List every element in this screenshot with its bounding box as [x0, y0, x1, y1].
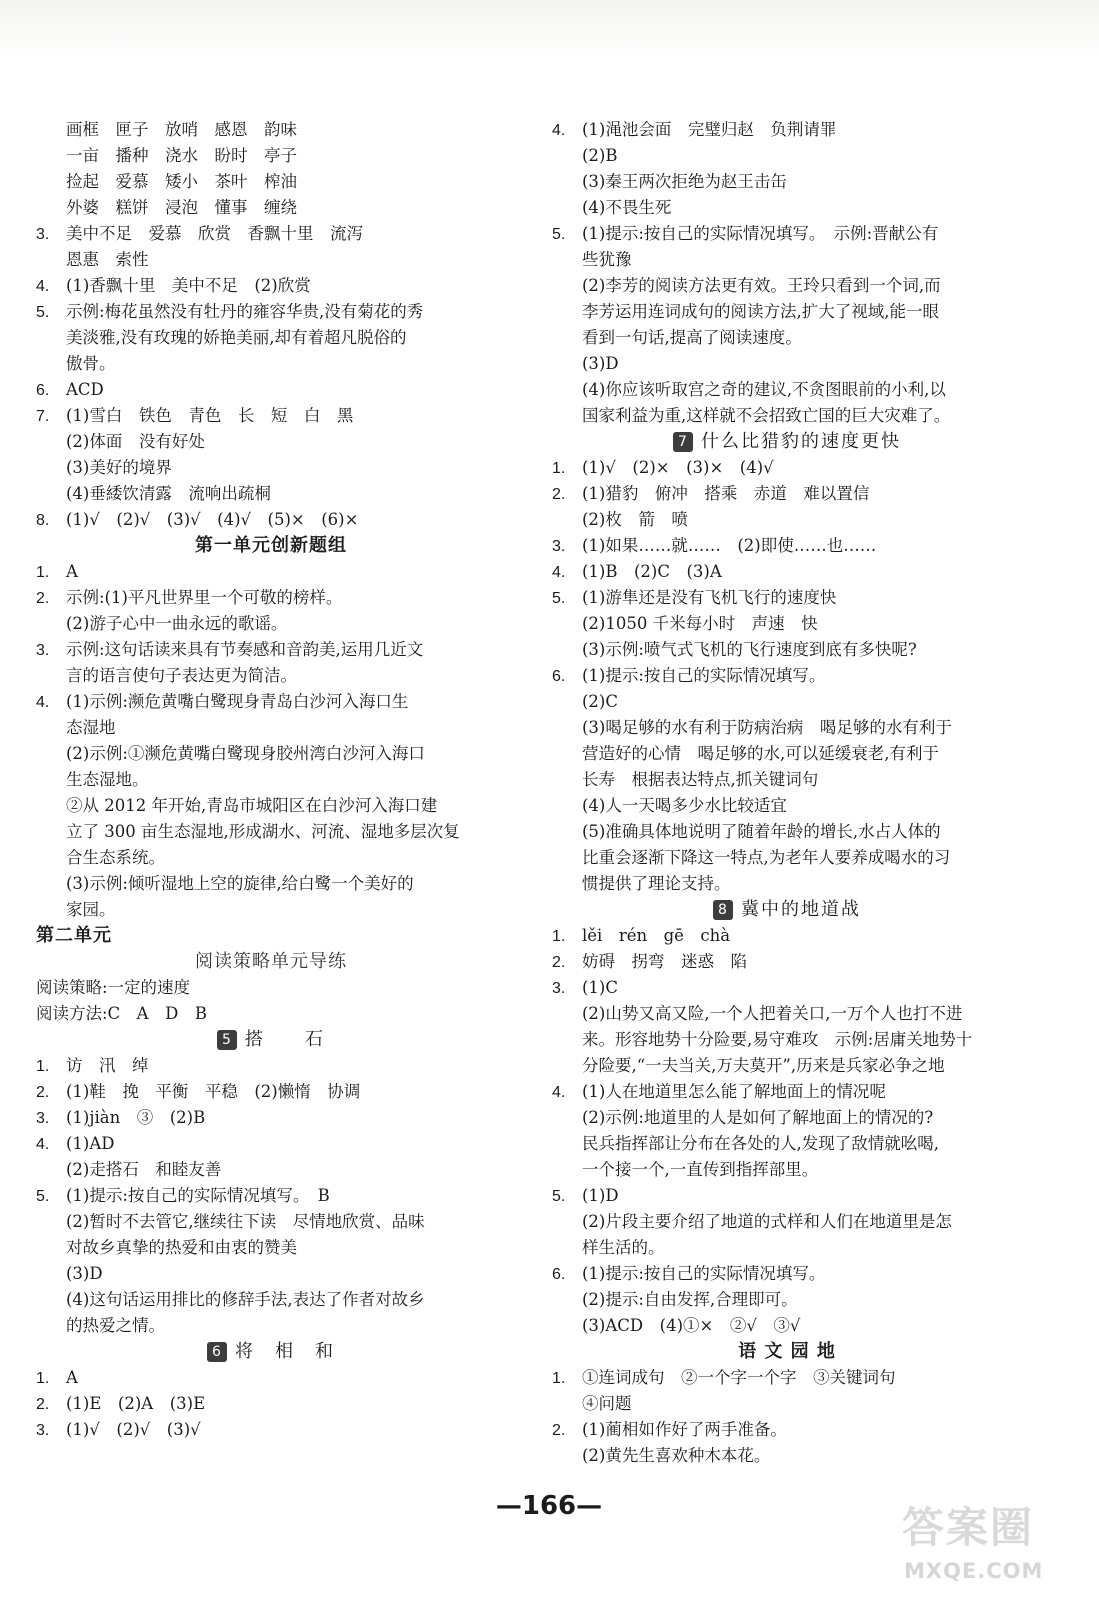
- answer-line: [36, 1157, 506, 1183]
- answer-line: [552, 1053, 1022, 1079]
- answer-line: [36, 507, 506, 533]
- answer-text: (2)提示:自由发挥,合理即可。: [582, 1290, 798, 1309]
- answer-text: (1)提示:按自己的实际情况填写。 示例:晋献公有: [582, 224, 939, 243]
- answer-line: [552, 143, 1022, 169]
- answer-text: (3)ACD (4)①× ②√ ③√: [582, 1316, 801, 1335]
- answer-line: [36, 871, 506, 897]
- answer-line: [552, 819, 1022, 845]
- answer-line: [552, 1131, 1022, 1157]
- answer-line: [36, 1417, 506, 1443]
- answer-text: 立了 300 亩生态湿地,形成湖水、河流、湿地多层次复: [66, 822, 460, 841]
- answer-line: [36, 663, 506, 689]
- lesson-heading: [36, 1027, 506, 1053]
- answer-line: [552, 507, 1022, 533]
- question-number: 2.: [36, 590, 50, 607]
- question-number: 5.: [552, 226, 566, 243]
- answer-text: (1)C: [582, 978, 618, 997]
- question-number: 6.: [552, 1266, 566, 1283]
- answer-text: (4)不畏生死: [582, 198, 672, 217]
- answer-text: (3)秦王两次拒绝为赵王击缶: [582, 172, 787, 191]
- answer-text: (1)提示:按自己的实际情况填写。: [582, 666, 826, 685]
- answer-text: 看到一句话,提高了阅读速度。: [582, 328, 802, 347]
- answer-text: (3)喝足够的水有利于防病治病 喝足够的水有利于: [582, 718, 952, 737]
- answer-line: [36, 117, 506, 143]
- answer-line: [36, 455, 506, 481]
- answer-line: [552, 949, 1022, 975]
- answer-line: [552, 1261, 1022, 1287]
- answer-line: [552, 1443, 1022, 1469]
- answer-line: [36, 1131, 506, 1157]
- answer-line: [36, 1261, 506, 1287]
- lesson-number-badge: 5: [217, 1030, 237, 1050]
- answer-line: [552, 377, 1022, 403]
- answer-line: [36, 1105, 506, 1131]
- answer-text: 些犹豫: [582, 250, 632, 269]
- answer-text: 分险要,“一夫当关,万夫莫开”,历来是兵家必争之地: [582, 1056, 945, 1075]
- lesson-heading: [552, 429, 1022, 455]
- answer-line: [36, 143, 506, 169]
- answer-text: 李芳运用连词成句的阅读方法,扩大了视域,能一眼: [582, 302, 939, 321]
- answer-line: [36, 351, 506, 377]
- answer-line: [552, 273, 1022, 299]
- answer-line: [36, 559, 506, 585]
- answer-line: [552, 481, 1022, 507]
- answer-text: (2)B: [582, 146, 618, 165]
- question-number: 5.: [36, 1188, 50, 1205]
- answer-text: (2)示例:地道里的人是如何了解地面上的情况的?: [582, 1108, 934, 1127]
- answer-text: 长寿 根据表达特点,抓关键词句: [582, 770, 819, 789]
- answer-line: [36, 429, 506, 455]
- question-number: 1.: [552, 460, 566, 477]
- answer-line: [36, 845, 506, 871]
- answer-line: [36, 1287, 506, 1313]
- question-number: 3.: [552, 538, 566, 555]
- answer-text: 示例:梅花虽然没有牡丹的雍容华贵,没有菊花的秀: [66, 302, 424, 321]
- answer-line: [552, 1209, 1022, 1235]
- answer-text: ②从 2012 年开始,青岛市城阳区在白沙河入海口建: [66, 796, 438, 815]
- answer-text: 态湿地: [66, 718, 116, 737]
- answer-text: (1)如果……就…… (2)即使……也……: [582, 536, 877, 555]
- answer-line: [36, 403, 506, 429]
- answer-line: [36, 767, 506, 793]
- answer-text: (1)鞋 挽 平衡 平稳 (2)懒惰 协调: [66, 1082, 361, 1101]
- question-number: 1.: [36, 1058, 50, 1075]
- answer-text: 国家利益为重,这样就不会招致亡国的巨大灾难了。: [582, 406, 951, 425]
- answer-text: (2)李芳的阅读方法更有效。王玲只看到一个词,而: [582, 276, 941, 295]
- question-number: 4.: [36, 1136, 50, 1153]
- answer-text: (2)游子心中一曲永远的歌谣。: [66, 614, 288, 633]
- answer-line: [552, 1105, 1022, 1131]
- answer-text: 惯提供了理论支持。: [582, 874, 731, 893]
- answer-text: (2)山势又高又险,一个人把着关口,一万个人也打不进: [582, 1004, 963, 1023]
- answer-text: (1)示例:濒危黄嘴白鹭现身青岛白沙河入海口生: [66, 692, 409, 711]
- question-number: 2.: [552, 1422, 566, 1439]
- section-heading: [36, 949, 506, 975]
- answer-text: (1)D: [582, 1186, 619, 1205]
- answer-text: (4)垂緌饮清露 流响出疏桐: [66, 484, 271, 503]
- heading-text: 搭 石: [245, 1029, 325, 1050]
- answer-text: 阅读策略:一定的速度: [36, 978, 191, 997]
- question-number: 4.: [36, 278, 50, 295]
- answer-text: (3)示例:喷气式飞机的飞行速度到底有多快呢?: [582, 640, 917, 659]
- answer-text: (1)提示:按自己的实际情况填写。 B: [66, 1186, 330, 1205]
- answer-line: [36, 377, 506, 403]
- answer-line: [552, 247, 1022, 273]
- answer-text: 民兵指挥部让分布在各处的人,发现了敌情就吆喝,: [582, 1134, 939, 1153]
- question-number: 1.: [36, 564, 50, 581]
- answer-text: 美中不足 爱慕 欣赏 香飘十里 流泻: [66, 224, 363, 243]
- question-number: 3.: [552, 980, 566, 997]
- answer-line: [36, 1209, 506, 1235]
- question-number: 1.: [36, 1370, 50, 1387]
- answer-text: (2)示例:①濒危黄嘴白鹭现身胶州湾白沙河入海口: [66, 744, 425, 763]
- question-number: 4.: [552, 1084, 566, 1101]
- heading-text: 将 相 和: [235, 1341, 335, 1362]
- answer-text: (1)香飘十里 美中不足 (2)欣赏: [66, 276, 311, 295]
- answer-line: [36, 195, 506, 221]
- answer-line: [36, 897, 506, 923]
- answer-line: [552, 195, 1022, 221]
- answer-text: (2)体面 没有好处: [66, 432, 205, 451]
- answer-text: 一个接一个,一直传到指挥部里。: [582, 1160, 819, 1179]
- answer-text: 合生态系统。: [66, 848, 165, 867]
- answer-line: [36, 1235, 506, 1261]
- answer-line: [552, 117, 1022, 143]
- answer-text: 画框 匣子 放哨 感恩 韵味: [66, 120, 297, 139]
- answer-line: [552, 1417, 1022, 1443]
- question-number: 4.: [552, 564, 566, 581]
- answer-text: (1)渑池会面 完璧归赵 负荆请罪: [582, 120, 837, 139]
- answer-text: (3)示例:倾听湿地上空的旋律,给白鹭一个美好的: [66, 874, 414, 893]
- page-number: —166—: [495, 1491, 603, 1521]
- answer-line: [552, 1235, 1022, 1261]
- section-heading: [36, 923, 506, 949]
- watermark-glyphs: 答案圈: [902, 1503, 1035, 1552]
- answer-text: (1)人在地道里怎么能了解地面上的情况呢: [582, 1082, 886, 1101]
- question-number: 3.: [36, 1110, 50, 1127]
- lesson-number-badge: 6: [207, 1342, 227, 1362]
- answer-text: A: [66, 562, 78, 581]
- answer-text: 访 汛 绰: [66, 1056, 149, 1075]
- answer-text: (1)蔺相如作好了两手准备。: [582, 1420, 787, 1439]
- lesson-heading: [36, 1339, 506, 1365]
- answer-text: (2)片段主要介绍了地道的式样和人们在地道里是怎: [582, 1212, 952, 1231]
- answer-line: [36, 585, 506, 611]
- heading-text: 第一单元创新题组: [195, 535, 347, 556]
- answer-line: [36, 1365, 506, 1391]
- answer-line: [552, 741, 1022, 767]
- answer-line: [552, 1391, 1022, 1417]
- answer-line: [552, 663, 1022, 689]
- heading-text: 第二单元: [36, 925, 112, 946]
- answer-line: [552, 455, 1022, 481]
- answer-line: [36, 273, 506, 299]
- answer-line: [552, 1001, 1022, 1027]
- lesson-number-badge: 8: [713, 900, 733, 920]
- answer-text: ④问题: [582, 1394, 632, 1413]
- answer-text: (4)人一天喝多少水比较适宜: [582, 796, 787, 815]
- answer-text: (2)暂时不去管它,继续往下读 尽情地欣赏、品味: [66, 1212, 425, 1231]
- question-number: 8.: [36, 512, 50, 529]
- question-number: 2.: [552, 486, 566, 503]
- answer-line: [36, 975, 506, 1001]
- answer-text: lěi rén gē chà: [582, 926, 731, 945]
- answer-line: [36, 1053, 506, 1079]
- right-answer-column: [552, 117, 1022, 1469]
- answer-line: [36, 1391, 506, 1417]
- answer-line: [552, 793, 1022, 819]
- answer-text: (1)√ (2)√ (3)√: [66, 1420, 201, 1439]
- answer-text: 的热爱之情。: [66, 1316, 165, 1335]
- answer-line: [36, 793, 506, 819]
- answer-line: [552, 299, 1022, 325]
- answer-line: [36, 611, 506, 637]
- question-number: 4.: [552, 122, 566, 139]
- answer-line: [36, 1001, 506, 1027]
- answer-text: 营造好的心情 喝足够的水,可以延缓衰老,有利于: [582, 744, 939, 763]
- answer-line: [36, 169, 506, 195]
- answer-line: [36, 637, 506, 663]
- answer-line: [552, 845, 1022, 871]
- answer-text: 样生活的。: [582, 1238, 665, 1257]
- answer-text: (1)雪白 铁色 青色 长 短 白 黑: [66, 406, 354, 425]
- answer-text: (1)B (2)C (3)A: [582, 562, 722, 581]
- answer-text: (4)这句话运用排比的修辞手法,表达了作者对故乡: [66, 1290, 425, 1309]
- heading-text: 什么比猎豹的速度更快: [701, 431, 901, 452]
- answer-line: [552, 325, 1022, 351]
- answer-text: (1)√ (2)× (3)× (4)√: [582, 458, 774, 477]
- answer-line: [552, 637, 1022, 663]
- answer-text: (1)√ (2)√ (3)√ (4)√ (5)× (6)×: [66, 510, 359, 529]
- answer-text: 阅读方法:C A D B: [36, 1004, 207, 1023]
- answer-text: (2)枚 箭 喷: [582, 510, 688, 529]
- answer-text: 示例:(1)平凡世界里一个可敬的榜样。: [66, 588, 343, 607]
- answer-text: (1)E (2)A (3)E: [66, 1394, 206, 1413]
- question-number: 1.: [552, 928, 566, 945]
- question-number: 5.: [36, 304, 50, 321]
- answer-text: 妨碍 拐弯 迷惑 陷: [582, 952, 747, 971]
- answer-line: [552, 221, 1022, 247]
- watermark-logo: [900, 1500, 1075, 1586]
- answer-text: 一亩 播种 浇水 盼时 亭子: [66, 146, 297, 165]
- answer-text: (2)1050 千米每小时 声速 快: [582, 614, 818, 633]
- answer-text: ACD: [66, 380, 104, 399]
- answer-line: [552, 533, 1022, 559]
- answer-line: [36, 1313, 506, 1339]
- answer-text: 外婆 糕饼 浸泡 懂事 缠绕: [66, 198, 297, 217]
- answer-line: [552, 975, 1022, 1001]
- answer-line: [36, 741, 506, 767]
- question-number: 2.: [36, 1084, 50, 1101]
- answer-line: [552, 923, 1022, 949]
- question-number: 2.: [552, 954, 566, 971]
- heading-text: 语 文 园 地: [738, 1341, 836, 1362]
- answer-text: 捡起 爱慕 矮小 茶叶 榨油: [66, 172, 297, 191]
- answer-line: [552, 1183, 1022, 1209]
- answer-text: A: [66, 1368, 78, 1387]
- answer-text: 傲骨。: [66, 354, 116, 373]
- answer-text: (1)猎豹 俯冲 搭乘 赤道 难以置信: [582, 484, 870, 503]
- answer-text: 言的语言使句子表达更为简洁。: [66, 666, 297, 685]
- question-number: 7.: [36, 408, 50, 425]
- answer-text: (4)你应该听取宫之奇的建议,不贪图眼前的小利,以: [582, 380, 946, 399]
- question-number: 2.: [36, 1396, 50, 1413]
- question-number: 3.: [36, 1422, 50, 1439]
- answer-line: [552, 559, 1022, 585]
- answer-line: [552, 871, 1022, 897]
- answer-line: [552, 1287, 1022, 1313]
- left-answer-column: [36, 117, 506, 1443]
- question-number: 5.: [552, 1188, 566, 1205]
- answer-text: (1)提示:按自己的实际情况填写。: [582, 1264, 826, 1283]
- answer-line: [552, 715, 1022, 741]
- question-number: 4.: [36, 694, 50, 711]
- answer-line: [36, 715, 506, 741]
- question-number: 6.: [36, 382, 50, 399]
- answer-line: [552, 1365, 1022, 1391]
- answer-line: [36, 221, 506, 247]
- question-number: 3.: [36, 642, 50, 659]
- answer-line: [552, 351, 1022, 377]
- answer-line: [36, 1183, 506, 1209]
- answer-line: [36, 247, 506, 273]
- answer-text: (2)C: [582, 692, 618, 711]
- question-number: 6.: [552, 668, 566, 685]
- answer-text: 恩惠 索性: [66, 250, 149, 269]
- answer-text: 示例:这句话读来具有节奏感和音韵美,运用几近文: [66, 640, 424, 659]
- answer-line: [36, 819, 506, 845]
- answer-text: (3)D: [66, 1264, 103, 1283]
- answer-text: (5)准确具体地说明了随着年龄的增长,水占人体的: [582, 822, 941, 841]
- answer-text: 来。形容地势十分险要,易守难攻 示例:居庸关地势十: [582, 1030, 973, 1049]
- answer-text: 对故乡真挚的热爱和由衷的赞美: [66, 1238, 297, 1257]
- watermark-url: MXQE.COM: [904, 1559, 1044, 1583]
- answer-line: [552, 169, 1022, 195]
- answer-line: [552, 403, 1022, 429]
- answer-line: [36, 325, 506, 351]
- question-number: 5.: [552, 590, 566, 607]
- answer-text: (2)黄先生喜欢种木本花。: [582, 1446, 771, 1465]
- answer-text: 美淡雅,没有玫瑰的娇艳美丽,却有着超凡脱俗的: [66, 328, 407, 347]
- section-heading: [36, 533, 506, 559]
- answer-line: [552, 767, 1022, 793]
- page-top-shade: [0, 0, 1099, 60]
- heading-text: 冀中的地道战: [741, 899, 861, 920]
- answer-text: (1)游隼还是没有飞机飞行的速度快: [582, 588, 837, 607]
- answer-text: (1)jiàn ③ (2)B: [66, 1108, 206, 1127]
- question-number: 1.: [552, 1370, 566, 1387]
- answer-text: (3)D: [582, 354, 619, 373]
- lesson-heading: [552, 897, 1022, 923]
- answer-line: [36, 481, 506, 507]
- lesson-number-badge: 7: [673, 432, 693, 452]
- answer-line: [552, 1157, 1022, 1183]
- answer-line: [552, 611, 1022, 637]
- answer-line: [552, 1079, 1022, 1105]
- answer-text: 家园。: [66, 900, 116, 919]
- answer-text: ①连词成句 ②一个字一个字 ③关键词句: [582, 1368, 896, 1387]
- heading-text: 阅读策略单元导练: [195, 951, 347, 972]
- answer-line: [552, 585, 1022, 611]
- answer-text: (2)走搭石 和睦友善: [66, 1160, 222, 1179]
- answer-text: (1)AD: [66, 1134, 115, 1153]
- answer-line: [36, 1079, 506, 1105]
- answer-line: [552, 1313, 1022, 1339]
- answer-text: (3)美好的境界: [66, 458, 172, 477]
- answer-text: 生态湿地。: [66, 770, 149, 789]
- answer-text: 比重会逐渐下降这一特点,为老年人要养成喝水的习: [582, 848, 951, 867]
- answer-line: [36, 299, 506, 325]
- section-heading: [552, 1339, 1022, 1365]
- answer-line: [552, 689, 1022, 715]
- answer-line: [552, 1027, 1022, 1053]
- answer-line: [36, 689, 506, 715]
- question-number: 3.: [36, 226, 50, 243]
